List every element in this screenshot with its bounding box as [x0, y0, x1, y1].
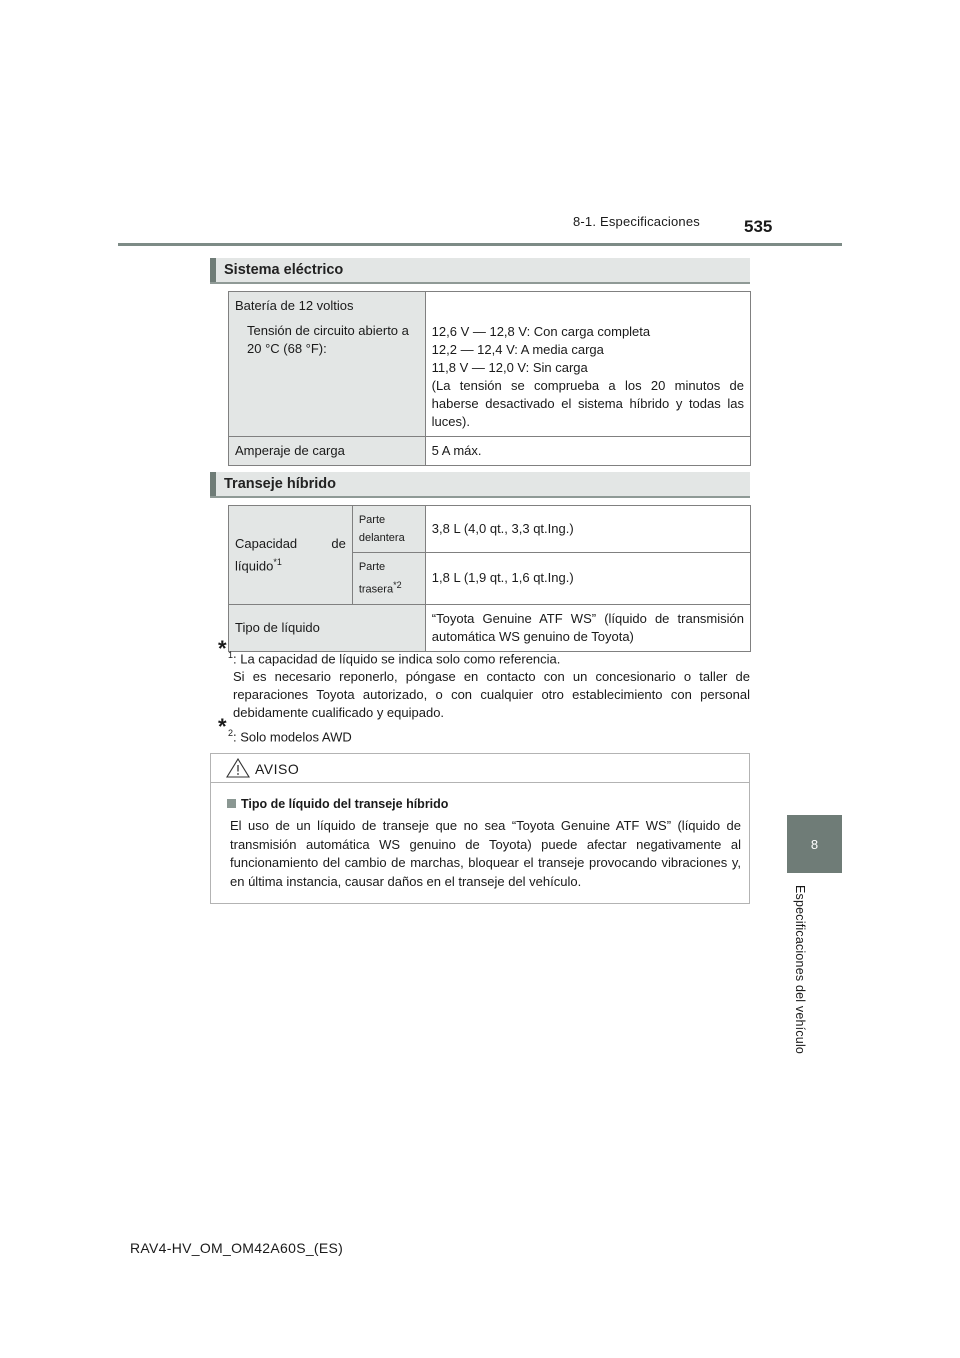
page-number: 535 [744, 217, 773, 236]
front-label: Parte delantera [352, 506, 425, 553]
section-title-transaxle: Transeje híbrido [224, 476, 336, 492]
footnote-mark: * [218, 714, 227, 739]
warning-box [210, 753, 750, 904]
footer-code: RAV4-HV_OM_OM42A60S_(ES) [130, 1240, 344, 1256]
capacity-mark: *1 [273, 556, 282, 567]
footnote-2-num: 2 [228, 728, 234, 738]
rear-label: Parte trasera [358, 561, 394, 596]
voltage-values-cell [425, 292, 750, 437]
footnote-2-text [228, 724, 750, 746]
voltage-label: Tensión de circuito abierto a 20 °C (68 °F): [247, 323, 409, 356]
warning-item-text: El uso de un líquido de transeje que no sea “Toyota Genuine ATF WS” (líquido de transmisión automática WS genuino de Toyota) puede afectar negativamente al funcionamiento del cambio de marchas, bloquear el transeje provocando vibraciones y, en última instancia, causar daños en el transeje del vehículo. [230, 818, 741, 889]
transaxle-spec-table [228, 505, 751, 652]
section-header-electrical [210, 258, 750, 284]
fluid-type-label: Tipo de líquido [229, 604, 426, 651]
header-divider [118, 243, 842, 246]
footnote-1-line: : La capacidad de líquido se indica solo como referencia. [233, 651, 561, 667]
battery-label-cell [229, 292, 426, 437]
chapter-tab[interactable] [787, 815, 842, 873]
footnote-mark: * [218, 636, 227, 661]
section-title-electrical: Sistema eléctrico [224, 262, 344, 278]
warning-item-title [227, 797, 448, 811]
footnote-1-text [228, 646, 750, 722]
voltage-value-half: 12,2 — 12,4 V: A media carga [431, 342, 604, 357]
section-accent [210, 472, 216, 496]
voltage-value-full: 12,6 V — 12,8 V: Con carga completa [431, 324, 651, 339]
footnote-1 [218, 636, 750, 722]
chapter-title: Especificaciones del vehículo [793, 885, 807, 1055]
section-accent [210, 258, 216, 282]
footnote-1-num: 1 [228, 650, 234, 660]
front-value: 3,8 L (4,0 qt., 3,3 qt.Ing.) [425, 506, 750, 553]
warning-triangle-icon [226, 758, 250, 778]
capacity-label: Capacidad de líquido$^{*1}$ [235, 535, 346, 573]
fluid-type-value: “Toyota Genuine ATF WS” (líquido de transmisión automática WS genuino de Toyota) [425, 604, 750, 651]
footnote-1-extra: Si es necesario reponerlo, póngase en contacto con un concesionario o taller de reparaciones Toyota autorizado, o con cualquier otro establecimiento con personal debidamente cualificado y equipado. [233, 669, 750, 721]
chapter-number: 8 [810, 836, 819, 852]
voltage-note: (La tensión se comprueba a los 20 minutos de haberse desactivado el sistema híbrido y todas las luces). [431, 378, 744, 429]
square-bullet-icon [227, 799, 236, 808]
voltage-value-none: 11,8 V — 12,0 V: Sin carga [431, 360, 588, 375]
battery-label: Batería de 12 voltios [235, 298, 354, 313]
section-title: 8-1. Especificaciones [572, 214, 700, 229]
electrical-spec-table [228, 291, 751, 466]
warning-title: AVISO [255, 761, 300, 777]
warning-item-title-text: Tipo de líquido del transeje híbrido [241, 797, 449, 811]
warning-header [211, 754, 749, 783]
rear-value: 1,8 L (1,9 qt., 1,6 qt.Ing.) [425, 553, 750, 605]
rear-mark: *2 [393, 580, 402, 590]
footnote-2-line: : Solo modelos AWD [233, 729, 352, 745]
section-header-transaxle [210, 472, 750, 498]
footnote-2 [218, 714, 750, 746]
charge-value: 5 A máx. [425, 437, 750, 466]
charge-label: Amperaje de carga [229, 437, 426, 466]
capacity-label-cell [229, 506, 353, 605]
rear-label-cell [352, 553, 425, 605]
